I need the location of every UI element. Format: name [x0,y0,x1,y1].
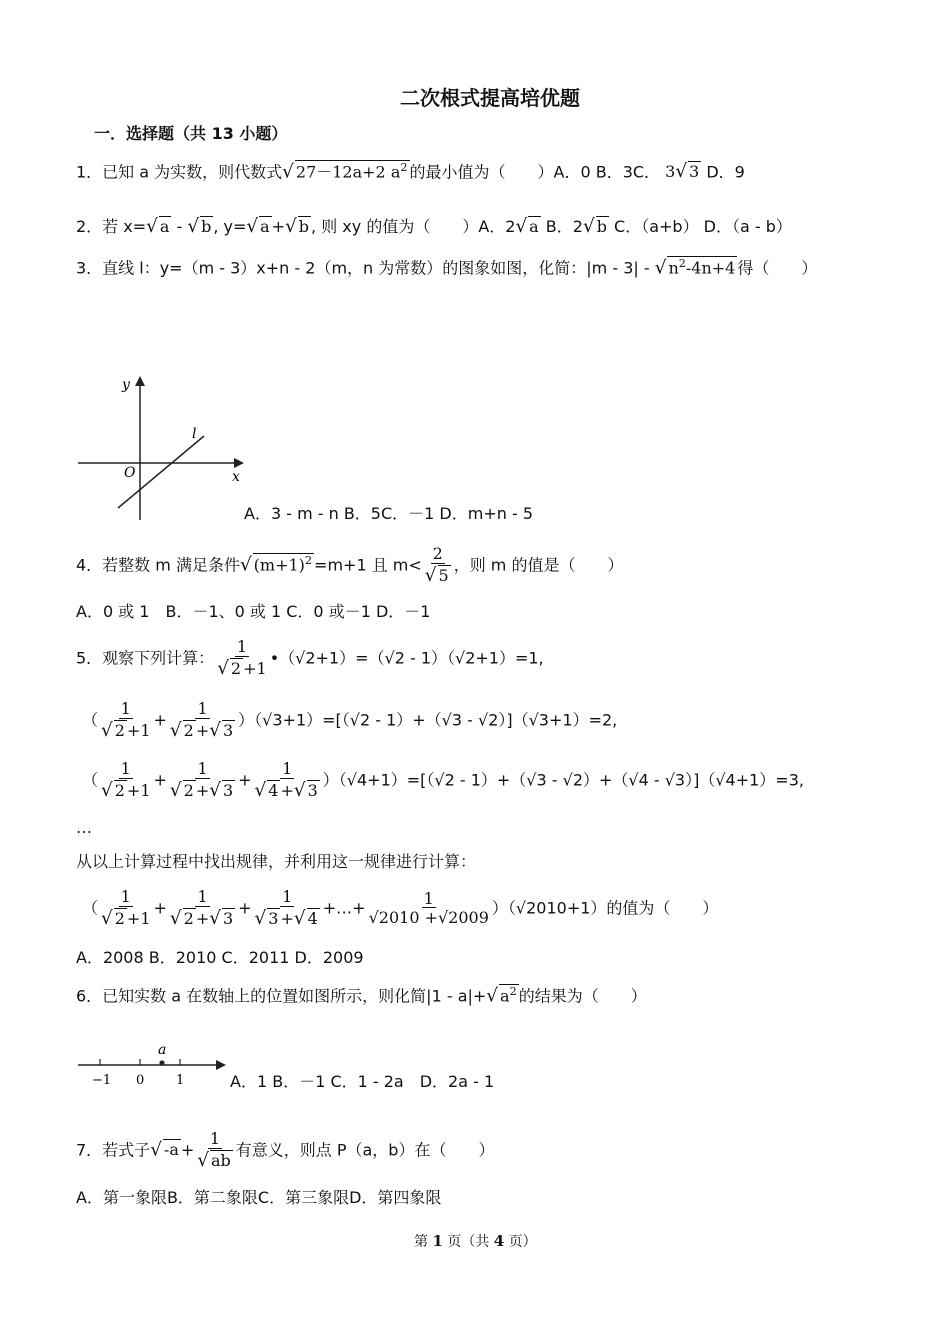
q1-stem: 1．已知 a 为实数，则代数式 [76,162,283,182]
q5-options: A．2008 B．2010 C．2011 D．2009 [76,948,364,967]
q6-number-line [76,1042,232,1092]
page-footer: 第 1 页（共 4 页） [414,1232,537,1250]
question-5-line-2: （ $\frac{1}{√ 2 +1}$ + $\frac{1}{√ 2 +√ 3}$ ）（√3+1）=[（√2 - 1）+（√3 - √2）]（√3+1）=2, [82,699,618,741]
question-5-line-4: （ $\frac{1}{√ 2 +1}$ + $\frac{1}{√ 2 +√ 3}$ + $\frac{1}{√ 3 +√ 4}$ +…+ $\frac{1}{√2010 +√2009}$ ）（√2010+1）的值为（ ） [82,887,719,929]
question-5-line-3: （ $\frac{1}{√ 2 +1}$ + $\frac{1}{√ 2 +√ 3}$ + $\frac{1}{√ 4 +√ 3}$ ）（√4+1）=[（√2 - 1）+（√3 - √2）+（√4 - √3）]（√4+1）=3, [82,759,804,801]
q4-radical: $(m+1)^2$ [253,553,313,575]
q6-options: A．1 B．－1 C．1 - 2a D．2a - 1 [230,1072,495,1091]
q3-options: A．3 - m - n B．5C．－1 D．m+n - 5 [244,504,534,523]
q3-line-graph [74,370,254,525]
page-title: 二次根式提高培优题 [400,86,580,110]
y-label: y [122,377,130,393]
q3-radical: $n^2-4n+4$ [668,257,736,278]
x-axis-arrow [234,458,244,468]
q1-radical: 27－12a+2 $a^2$ [295,161,408,182]
origin-label: O [124,465,136,481]
q7-fraction: $\frac{1}{√ ab}$ [197,1129,231,1171]
q7-options: A．第一象限B．第二象限C．第三象限D．第四象限 [76,1188,442,1207]
question-1: 1．已知 a 为实数，则代数式√ 27－12a+2 $a^2$ 的最小值为（ ）A．0 B．3C． 3√ 3 D．9 [76,161,745,183]
label-minus-1: −1 [92,1073,112,1088]
question-6: 6．已知实数 a 在数轴上的位置如图所示，则化简|1 - a|+√ $a^2$ 的结果为（ ） [76,985,647,1007]
q4-fraction: $\frac{2}{√ 5}$ [424,544,449,586]
q4-options: A．0 或 1 B．－1、0 或 1 C．0 或－1 D．－1 [76,602,431,621]
q1-option-c-value: 3√ 3 [665,161,700,183]
page-total: 4 [493,1232,505,1250]
page-number: 1 [432,1232,443,1250]
question-3: 3．直线 l：y=（m - 3）x+n - 2（m，n 为常数）的图象如图，化简：|m - 3| - √ $n^2-4n+4$ 得（ ） [76,257,818,279]
q1-tail: 的最小值为（ ）A．0 B．3C． [409,162,661,182]
label-1: 1 [176,1073,185,1088]
q5-instruction: 从以上计算过程中找出规律，并利用这一规律进行计算： [76,852,477,871]
question-4: 4．若整数 m 满足条件√ $(m+1)^2 =m+1$ 且 m< $\frac{2}{√ 5}$ ，则 m 的值是（ ） [76,544,624,586]
question-2: 2．若 x=√ a - √ b , y=√ a +√ b , 则 xy 的值为（ ）A．2√ a B．2√ b C．（a+b） D．（a - b） [76,216,792,237]
q5-ellipsis: … [76,818,92,837]
label-a: a [158,1042,167,1058]
point-a [159,1060,164,1065]
number-line-arrow [216,1060,226,1070]
question-7: 7．若式子√ -a + $\frac{1}{√ ab}$ 有意义，则点 P（a，b）在（ ） [76,1129,495,1171]
section-heading: 一．选择题（共 13 小题） [94,124,288,143]
y-axis-arrow [135,376,145,386]
label-0: 0 [136,1073,145,1088]
question-5-line-1: 5．观察下列计算： $\frac{1}{√ 2 +1}$ •（√2+1）=（√2 - 1）（√2+1）=1, [76,637,544,679]
q1-option-d: D．9 [706,162,745,182]
q6-radical: $a^2$ [500,985,517,1006]
x-label: x [232,469,240,485]
line-label: l [192,426,197,442]
